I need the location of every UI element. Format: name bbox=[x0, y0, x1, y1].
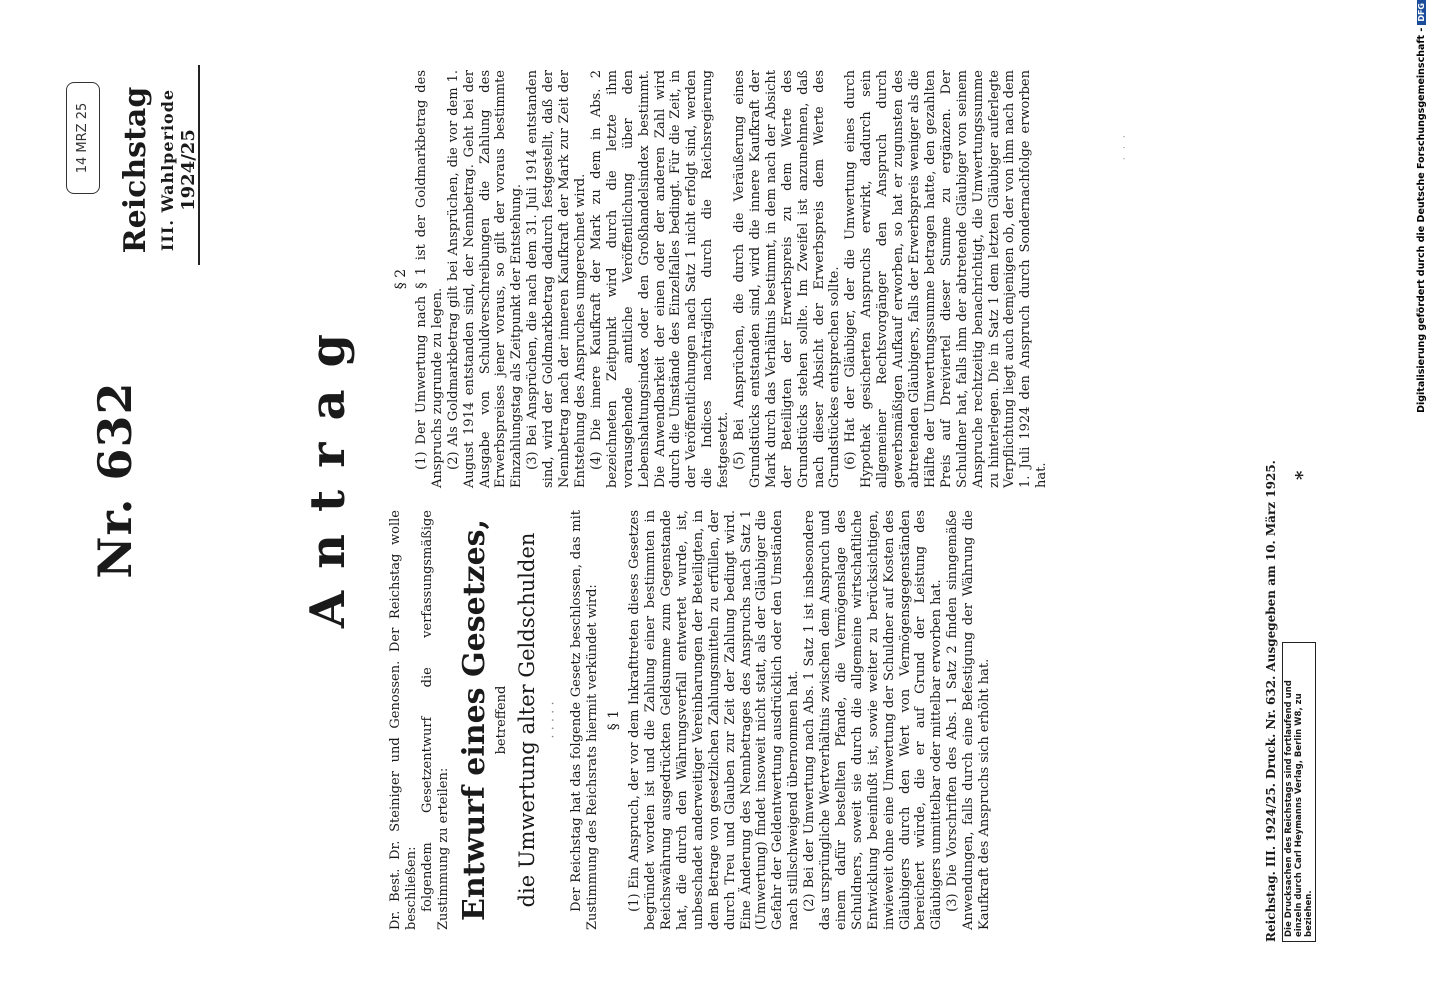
dfg-logo-icon: DFG bbox=[1417, 0, 1426, 25]
section-2-paragraph-2: (2) Als Goldmarkbetrag gilt bei Ansprüchen, die vor dem 1. August 1914 entstanden sind, der Nennbetrag. Geht bei der Ausgabe von Schuldverschreibungen die Zahlung des Erwerbspreises jener voraus, so gilt der voraus bestimmte Einzahlungstag als Zeitpunkt der Entstehung. bbox=[445, 70, 525, 488]
section-1-heading: § 1 bbox=[606, 709, 623, 731]
digitization-credit-text: Digitalisierung gefördert durch die Deutsche Forschungsgemeinschaft - bbox=[1416, 27, 1427, 413]
section-2-paragraph-5: (5) Bei Ansprüchen, die durch die Veräußerung eines Grundstücks entstanden sind, wird die innere Kaufkraft der Mark durch das Verhältnis bestimmt, in dem nach der Absicht der Beteiligten der Erwerbspreis zu dem Werte des Grundstücks stehen sollte. Im Zweifel ist anzunehmen, daß nach dieser Absicht der Erwerbspreis dem Werte des Grundstückes entsprechen sollte. bbox=[732, 70, 843, 488]
left-column bbox=[388, 510, 993, 930]
section-1-paragraph-1: (1) Ein Anspruch, der vor dem Inkrafttreten dieses Gesetzes begründet worden ist und die Zahlung einer bestimmten in Reichswährung ausgedrückten Geldsumme zum Gegenstande hat, die durch den Währungsverfall entwertet wurde, ist, unbeschadet anderweitiger Vereinbarungen der Beteiligten, in dem Betrage von gesetzlichen Zahlungsmitteln zu erfüllen, der durch Treu und Glauben zur Zeit der Zahlung bedingt wird. Eine Änderung des Nennbetrages des Anspruchs nach Satz 1 (Umwertung) findet insoweit nicht statt, als der Gläubiger die Gefahr der Geldentwertung ausdrücklich oder den Umständen nach stillschweigend übernommen hat. bbox=[627, 510, 802, 930]
document-title: Antrag bbox=[300, 311, 356, 629]
law-subject: die Umwertung alter Geldschulden bbox=[514, 532, 539, 908]
section-2-paragraph-1: (1) Der Umwertung nach § 1 ist der Goldmarkbetrag des Anspruchs zugrunde zu legen. bbox=[413, 70, 445, 488]
publication-footer: Reichstag. III. 1924/25. Druck. Nr. 632. Ausgegeben am 10. März 1925. bbox=[1264, 460, 1278, 942]
section-2-paragraph-6: (6) Hat der Gläubiger, der die Umwertung eines durch Hypothek gesicherten Anspruchs erwirkt, dadurch sein allgemeiner Rechtsvorgänger den Anspruch durch gewerbsmäßigen Aufkauf erworben, so hat er zugunsten des abtretenden Gläubigers, falls der Erwerbspreis weniger als die Hälfte der Umwertungssumme betragen hatte, den gezahlten Preis auf Dreiviertel dieser Summe zu ergänzen. Der Schuldner hat, falls ihm der abtretende Gläubiger von seinem Anspruche rechtzeitig benachrichtigt, die Umwertungssumme zu hinterlegen. Die in Satz 1 dem letzten Gläubiger auferlegte Verpflichtung liegt auch demjenigen ob, der von ihm nach dem 1. Juli 1924 den Anspruch durch Sondernachfolge erworben hat. bbox=[843, 70, 1050, 488]
intro-text: folgendem Gesetzentwurf die verfassungsmäßige Zustimmung zu erteilen: bbox=[419, 510, 451, 930]
section-2-paragraph-4: (4) Die innere Kaufkraft der Mark zu dem in Abs. 2 bezeichneten Zeitpunkt wird durch die letzte ihm vorausgehende amtliche Veröffentlichung über den Lebenshaltungsindex oder den Großhandelsindex bestimmt. Die Anwendbarkeit der einen oder der anderen Zahl wird durch die Umstände des Einzelfalles bedingt. Für die Zeit, in der Veröffentlichungen nach Satz 1 nicht erfolgt sind, werden die Indices nachträglich durch die Reichsregierung festgesetzt. bbox=[588, 70, 732, 488]
session-years: 1924/25 bbox=[178, 129, 199, 211]
distribution-notice-box: Die Drucksachen des Reichstags sind fortlaufend und einzeln durch Carl Heymanns Verlag, Berlin W8, zu beziehen. bbox=[1282, 642, 1316, 942]
section-2-heading: § 2 bbox=[393, 268, 409, 290]
heading-rule bbox=[198, 65, 200, 265]
law-title: Entwurf eines Gesetzes, bbox=[456, 518, 492, 922]
received-date-stamp: 14 MRZ 25 bbox=[66, 82, 100, 194]
enactment-clause: Der Reichstag hat das folgende Gesetz beschlossen, das mit Zustimmung des Reichsrats hiermit verkündet wird: bbox=[569, 510, 601, 930]
section-2-paragraph-3: (3) Bei Ansprüchen, die nach dem 31. Juli 1914 entstanden sind, wird der Goldmarkbetrag dadurch festgestellt, daß der Nennbetrag nach der inneren Kaufkraft der Mark zur Zeit der Entstehung des Anspruches umgerechnet wird. bbox=[525, 70, 588, 488]
signers-line: Dr. Best. Dr. Steiniger und Genossen. Der Reichstag wolle beschließen: bbox=[388, 510, 419, 930]
scan-speckle: · · · bbox=[1120, 132, 1129, 160]
section-1-paragraph-3: (3) Die Vorschriften des Abs. 1 Satz 2 finden sinngemäße Anwendungen, falls durch eine Befestigung der Währung die Kaufkraft des Anspruchs sich erhöht hat. bbox=[945, 510, 993, 930]
separator-dots: · · · · · bbox=[545, 701, 561, 739]
asterisk-mark: * bbox=[1292, 470, 1313, 480]
wahlperiode-label: III. Wahlperiode bbox=[158, 88, 177, 252]
right-column bbox=[388, 70, 1050, 488]
betreffend-label: betreffend bbox=[493, 685, 509, 755]
reichstag-heading: Reichstag bbox=[118, 86, 153, 254]
digitization-credit bbox=[1416, 0, 1427, 460]
document-number: Nr. 632 bbox=[88, 381, 142, 579]
section-1-paragraph-2: (2) Bei der Umwertung nach Abs. 1 Satz 1 ist insbesondere das ursprüngliche Wertverhältnis zwischen dem Anspruch und einem dafür bestellten Pfande, die Vermögenslage des Schuldners, soweit sie durch die allgemeine wirtschaftliche Entwicklung beeinflußt ist, sowie weiter zu berücksichtigen, inwieweit ohne eine Umwertung der Schuldner auf Kosten des Gläubigers durch den Wert von Vermögensgegenständen bereichert würde, die er auf Grund der Leistung des Gläubigers unmittelbar oder mittelbar erworben hat. bbox=[802, 510, 945, 930]
